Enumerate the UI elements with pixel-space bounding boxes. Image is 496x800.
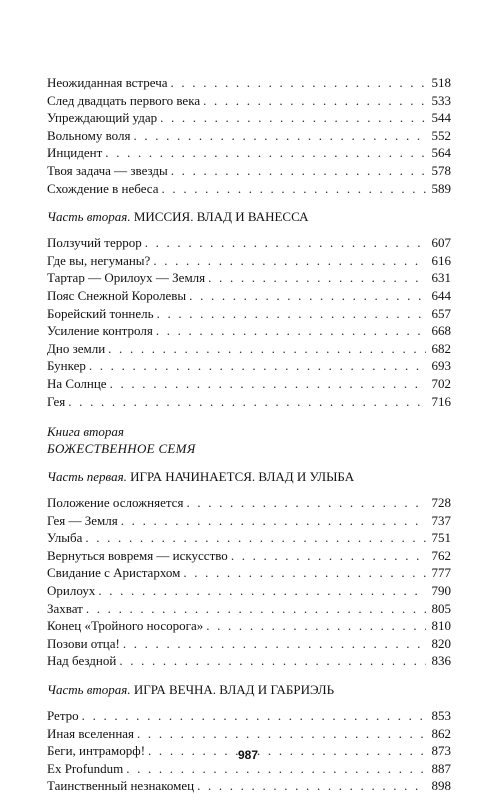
toc-entry-page: 762 — [431, 547, 451, 563]
toc-entry — [47, 760, 451, 778]
toc-entry-page: 533 — [431, 92, 451, 108]
dot-leader — [85, 529, 426, 547]
section-label: Часть вторая. — [47, 209, 131, 225]
toc-entry-page: 564 — [431, 145, 451, 161]
toc-entry-page: 552 — [431, 127, 451, 143]
section-heading-game-begins — [47, 468, 451, 486]
toc-entry-title: Вольному воля — [47, 127, 131, 143]
toc-entry — [47, 725, 451, 743]
toc-entry-title: Орилоух — [47, 583, 96, 599]
toc-entry-page: 728 — [431, 495, 451, 511]
toc-entry-title: Беги, интраморф! — [47, 743, 146, 759]
toc-entry — [47, 393, 451, 411]
toc-entry-title: Позови отца! — [47, 635, 120, 651]
toc-entry-page: 607 — [431, 235, 451, 251]
toc-group-1 — [47, 74, 451, 197]
toc-entry-title: Схождение в небеса — [47, 180, 159, 196]
toc-entry-title: Борейский тоннель — [47, 305, 154, 321]
toc-entry — [47, 707, 451, 725]
toc-entry-title: След двадцать первого века — [47, 92, 201, 108]
dot-leader — [121, 512, 426, 530]
toc-entry-title: Где вы, негуманы? — [47, 252, 151, 268]
toc-entry — [47, 109, 451, 127]
toc-group-3 — [47, 494, 451, 670]
toc-entry-title: Вернуться вовремя — искусство — [47, 547, 228, 563]
dot-leader — [162, 180, 426, 198]
toc-entry-page: 589 — [431, 180, 451, 196]
toc-entry-title: Тартар — Орилоух — Земля — [47, 270, 206, 286]
page-number: 987 — [237, 748, 259, 762]
dot-leader — [123, 635, 426, 653]
toc-entry-page: 578 — [431, 162, 451, 178]
dot-leader — [126, 760, 426, 778]
toc-entry-title: На Солнце — [47, 375, 107, 391]
toc-entry-title: Твоя задача — звезды — [47, 162, 168, 178]
dot-leader — [68, 393, 426, 411]
toc-entry-title: Дно земли — [47, 340, 106, 356]
dot-leader — [197, 777, 426, 795]
dot-leader — [160, 109, 426, 127]
toc-entry-page: 853 — [431, 708, 451, 724]
dot-leader — [86, 600, 426, 618]
dot-leader — [171, 74, 427, 92]
toc-entry-page: 682 — [431, 340, 451, 356]
toc-entry — [47, 92, 451, 110]
toc-entry — [47, 162, 451, 180]
toc-entry-page: 820 — [431, 635, 451, 651]
dot-leader — [231, 547, 426, 565]
dot-leader — [82, 707, 426, 725]
toc-group-2 — [47, 234, 451, 410]
toc-entry-page: 702 — [431, 375, 451, 391]
section-heading-game-eternal — [47, 681, 451, 699]
toc-entry — [47, 252, 451, 270]
toc-entry-title: Иная вселенная — [47, 725, 135, 741]
toc-entry — [47, 357, 451, 375]
dot-leader — [157, 305, 426, 323]
toc-entry-title: Упреждающий удар — [47, 110, 158, 126]
dot-leader — [105, 144, 426, 162]
toc-entry — [47, 305, 451, 323]
section-name: ИГРА ВЕЧНА. ВЛАД И ГАБРИЭЛЬ — [133, 682, 335, 698]
toc-entry-page: 777 — [431, 565, 451, 581]
toc-entry-title: Положение осложняется — [47, 495, 184, 511]
section-label: Часть вторая. — [47, 682, 131, 698]
toc-entry-page: 898 — [431, 778, 451, 794]
toc-entry-page: 518 — [431, 75, 451, 90]
dot-leader — [156, 322, 426, 340]
toc-entry — [47, 340, 451, 358]
dot-leader — [110, 375, 426, 393]
toc-entry-title: Бункер — [47, 358, 86, 374]
toc-entry-page: 631 — [431, 270, 451, 286]
toc-entry-page: 716 — [431, 393, 451, 409]
toc-entry-page: 873 — [431, 743, 451, 759]
toc-entry-page: 810 — [431, 618, 451, 634]
toc-entry-title: Над бездной — [47, 653, 117, 669]
toc-entry — [47, 777, 451, 795]
toc-entry — [47, 652, 451, 670]
toc-entry-title: Таинственный незнакомец — [47, 778, 195, 794]
toc-entry-page: 790 — [431, 583, 451, 599]
toc-entry-title: Гея — [47, 393, 66, 409]
toc-entry-title: Захват — [47, 600, 83, 616]
dot-leader — [208, 269, 426, 287]
dot-leader — [145, 234, 426, 252]
table-of-contents — [47, 74, 451, 795]
toc-entry — [47, 144, 451, 162]
toc-entry — [47, 582, 451, 600]
toc-entry-page: 668 — [431, 323, 451, 339]
toc-entry-title: Ретро — [47, 708, 79, 724]
toc-entry — [47, 494, 451, 512]
toc-entry — [47, 529, 451, 547]
dot-leader — [189, 287, 426, 305]
dot-leader — [108, 340, 426, 358]
toc-entry-title: Усиление контроля — [47, 323, 153, 339]
section-label: Часть первая. — [47, 469, 127, 485]
section-heading-mission — [47, 208, 451, 226]
dot-leader — [89, 357, 426, 375]
toc-entry-title: Ползучий террор — [47, 235, 142, 251]
toc-entry-page: 644 — [431, 287, 451, 303]
toc-entry — [47, 74, 451, 92]
toc-entry-title: Неожиданная встреча — [47, 75, 168, 90]
book-title: БОЖЕСТВЕННОЕ СЕМЯ — [47, 441, 196, 457]
toc-entry-title: Ex Profundum — [47, 760, 124, 776]
toc-entry — [47, 127, 451, 145]
toc-entry-page: 616 — [431, 252, 451, 268]
toc-entry — [47, 547, 451, 565]
dot-leader — [98, 582, 426, 600]
toc-entry-page: 544 — [431, 110, 451, 126]
section-name: МИССИЯ. ВЛАД И ВАНЕССА — [133, 209, 309, 225]
toc-entry-title: Инцидент — [47, 145, 103, 161]
toc-entry-page: 737 — [431, 512, 451, 528]
toc-entry-title: Гея — Земля — [47, 512, 118, 528]
section-name: ИГРА НАЧИНАЕТСЯ. ВЛАД И УЛЫБА — [130, 469, 355, 485]
toc-entry-page: 693 — [431, 358, 451, 374]
book-label: Книга вторая — [47, 424, 124, 440]
toc-entry — [47, 287, 451, 305]
toc-entry-title: Пояс Снежной Королевы — [47, 287, 187, 303]
dot-leader — [137, 725, 426, 743]
toc-entry-title: Свидание с Аристархом — [47, 565, 181, 581]
dot-leader — [133, 127, 426, 145]
toc-entry-page: 657 — [431, 305, 451, 321]
toc-entry-page: 836 — [431, 653, 451, 669]
toc-entry — [47, 180, 451, 198]
toc-entry — [47, 617, 451, 635]
dot-leader — [203, 92, 426, 110]
toc-entry-page: 887 — [431, 760, 451, 776]
dot-leader — [153, 252, 426, 270]
dot-leader — [206, 617, 426, 635]
toc-entry-page: 751 — [431, 530, 451, 546]
toc-entry — [47, 322, 451, 340]
dot-leader — [186, 494, 426, 512]
toc-entry — [47, 600, 451, 618]
toc-entry — [47, 512, 451, 530]
toc-entry — [47, 375, 451, 393]
toc-entry-page: 805 — [431, 600, 451, 616]
dot-leader — [183, 564, 426, 582]
toc-entry-title: Конец «Тройного носорога» — [47, 618, 204, 634]
toc-entry — [47, 564, 451, 582]
toc-entry — [47, 269, 451, 287]
dot-leader — [171, 162, 426, 180]
toc-entry — [47, 635, 451, 653]
toc-entry-title: Улыба — [47, 530, 83, 546]
toc-entry-page: 862 — [431, 725, 451, 741]
toc-entry — [47, 234, 451, 252]
dot-leader — [119, 652, 426, 670]
